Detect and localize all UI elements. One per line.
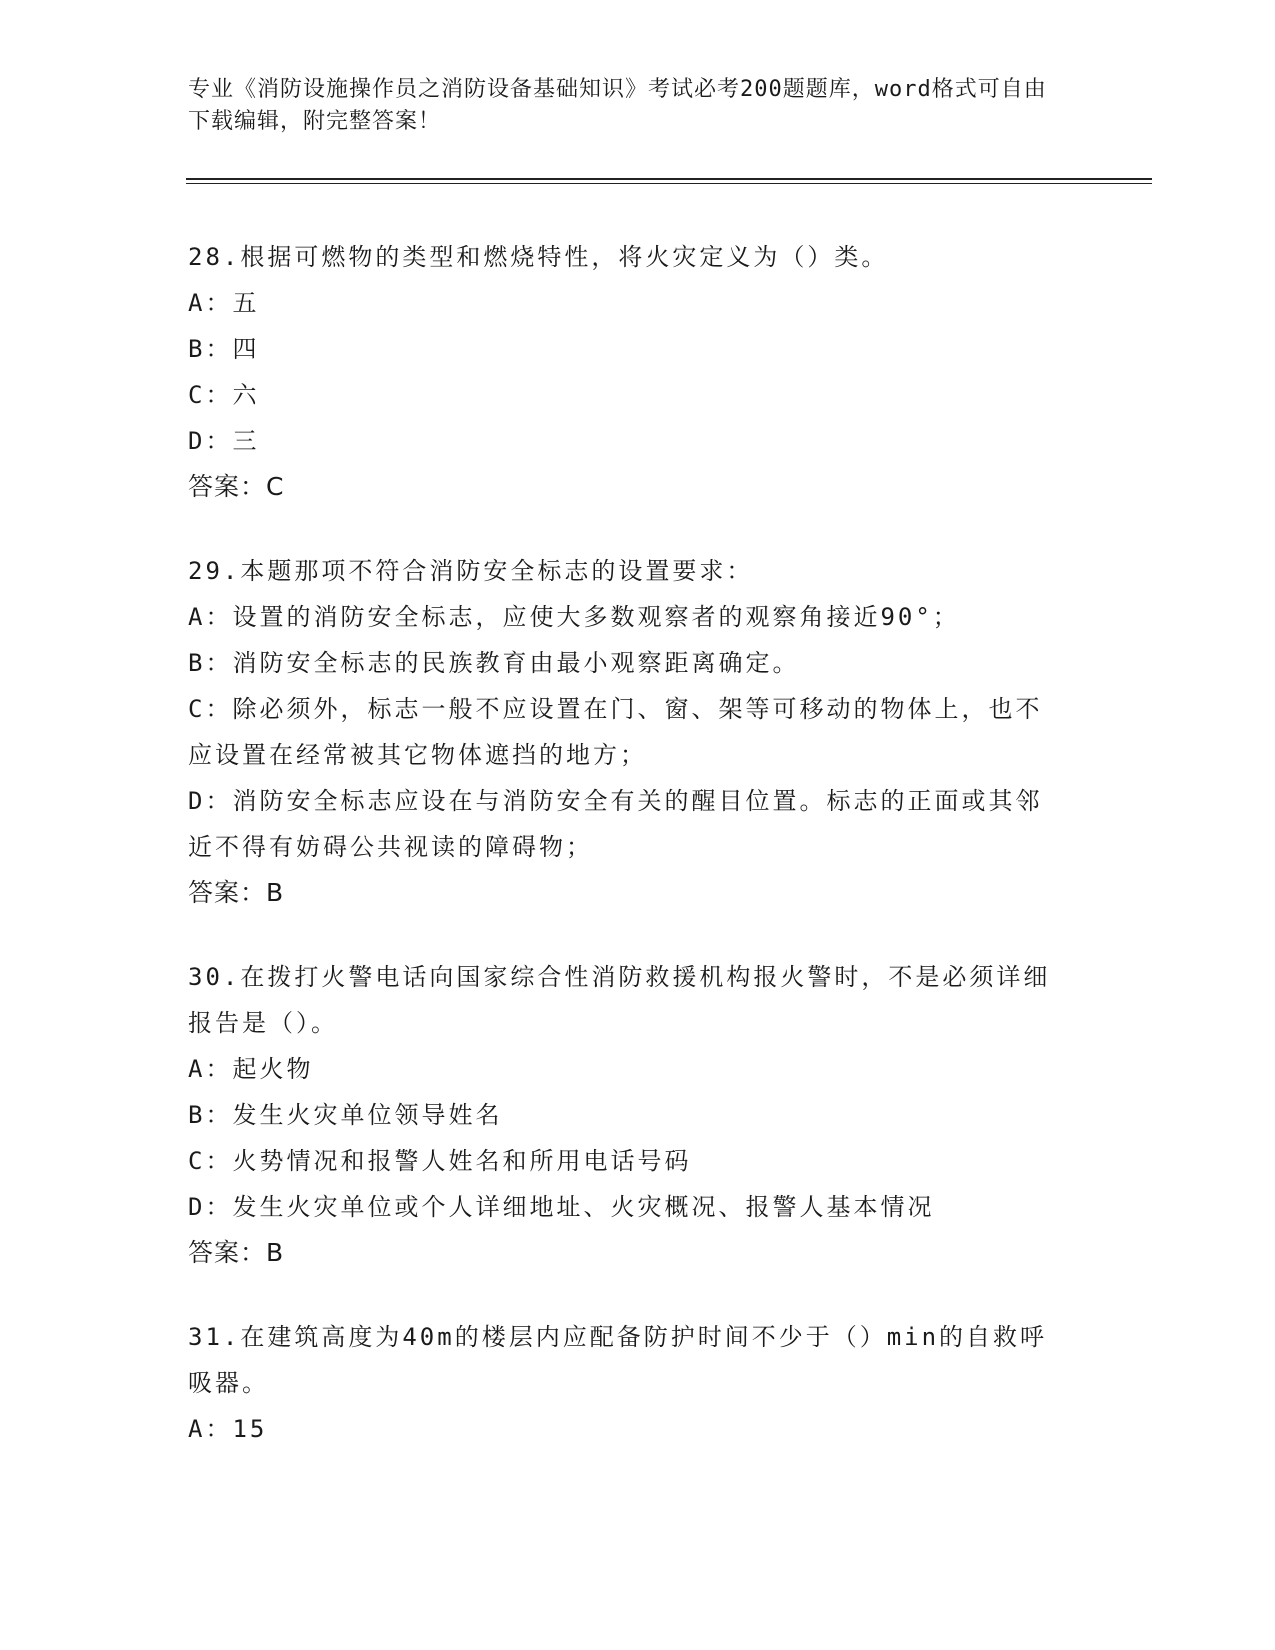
question-30 [188, 954, 1068, 1276]
question-31 [188, 1314, 1068, 1452]
question-stem: 28.根据可燃物的类型和燃烧特性，将火灾定义为（）类。 [188, 243, 889, 271]
option-c: C：火势情况和报警人姓名和所用电话号码 [188, 1147, 692, 1175]
option-b: B：发生火灾单位领导姓名 [188, 1101, 503, 1129]
answer: 答案：C [188, 472, 285, 501]
option-d: D：发生火灾单位或个人详细地址、火灾概况、报警人基本情况 [188, 1193, 935, 1221]
option-c: C：六 [188, 381, 260, 409]
option-a: A：设置的消防安全标志，应使大多数观察者的观察角接近90°； [188, 603, 960, 631]
document-title: 专业《消防设施操作员之消防设备基础知识》考试必考200题题库，word格式可自由下载编辑，附完整答案！ [188, 77, 1047, 134]
question-stem: 31.在建筑高度为40m的楼层内应配备防护时间不少于（）min的自救呼吸器。 [188, 1323, 1048, 1397]
header-divider-thin [186, 183, 1152, 184]
option-b: B：四 [188, 335, 260, 363]
answer: 答案：B [188, 1238, 285, 1267]
question-stem: 29.本题那项不符合消防安全标志的设置要求： [188, 557, 754, 585]
option-a: A：五 [188, 289, 260, 317]
question-29 [188, 548, 1068, 916]
answer: 答案：B [188, 878, 285, 907]
header-divider [186, 178, 1152, 180]
option-c: C：除必须外，标志一般不应设置在门、窗、架等可移动的物体上，也不应设置在经常被其它物体遮挡的地方； [188, 695, 1043, 769]
question-stem: 30.在拨打火警电话向国家综合性消防救援机构报火警时，不是必须详细报告是（）。 [188, 963, 1051, 1037]
question-28 [188, 234, 1068, 510]
option-d: D：消防安全标志应设在与消防安全有关的醒目位置。标志的正面或其邻近不得有妨碍公共视读的障碍物； [188, 787, 1043, 861]
question-list [188, 234, 1068, 1490]
document-header [188, 74, 1068, 138]
option-d: D：三 [188, 427, 260, 455]
option-a: A：15 [188, 1415, 268, 1443]
option-a: A：起火物 [188, 1055, 314, 1083]
option-b: B：消防安全标志的民族教育由最小观察距离确定。 [188, 649, 800, 677]
